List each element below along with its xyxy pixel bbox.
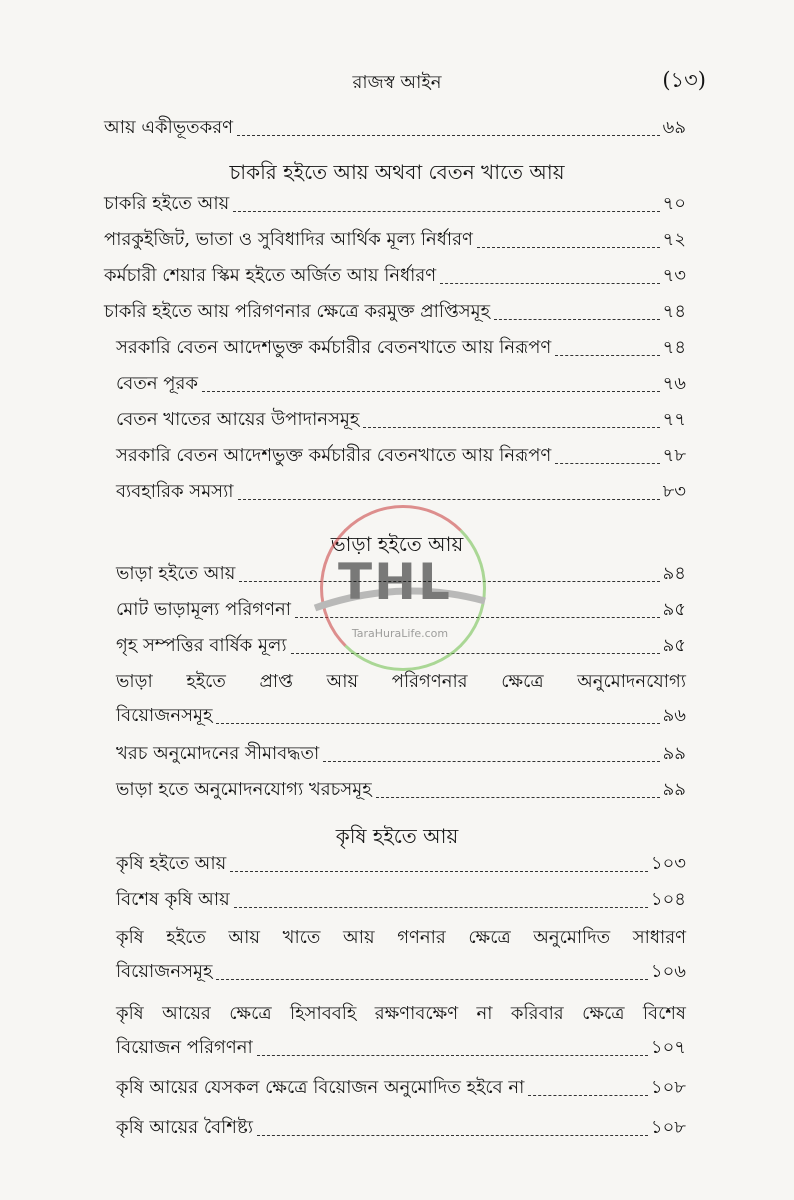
toc-entry-label: বিয়োজনসমূহ [116,961,213,982]
word: হইতে [186,671,226,692]
toc-entry[interactable] [116,334,686,364]
toc-entry-page: ৯৫ [662,635,686,656]
dot-leader [230,871,648,872]
word: হিসাববহি [290,1003,357,1024]
toc-entry-page: ৭৭ [662,409,686,430]
toc-entry[interactable] [104,114,686,144]
dot-leader [257,1055,648,1056]
word: আয় [228,927,261,948]
toc-entry-page: ৯৯ [662,743,686,764]
toc-entry[interactable] [116,1114,686,1144]
toc-entry-page: ৭২ [662,229,686,250]
toc-entry-page: ৯৯ [662,779,686,800]
toc-entry-label: সরকারি বেতন আদেশভুক্ত কর্মচারীর বেতনখাতে আয় নিরূপণ [116,337,552,358]
toc-entry-label: কৃষি আয়ের বৈশিষ্ট্য [116,1117,253,1138]
toc-entry-line2 [116,698,686,732]
toc-entry-line1 [116,1000,686,1030]
word: কৃষি [116,1003,144,1024]
toc-entry-label: ব্যবহারিক সমস্যা [116,481,234,502]
word: আয় [326,671,359,692]
toc-entry-page: ৯৫ [662,599,686,620]
toc-entry-page: ১০৬ [650,961,686,982]
toc-entry-page: ১০৭ [650,1037,686,1058]
toc-entry-label: চাকরি হইতে আয় পরিগণনার ক্ষেত্রে করমুক্ত প্রাপ্তিসমূহ [104,301,491,322]
page-header-title: রাজস্ব আইন [352,72,442,93]
word: ক্ষেত্রে [229,1003,272,1024]
toc-entry-page: ৭৪ [662,337,686,358]
section-heading-agriculture: কৃষি হইতে আয় [335,824,459,848]
toc-entry-label: বেতন খাতের আয়ের উপাদানসমূহ [116,409,360,430]
dot-leader [494,319,659,320]
word: পরিগণনার [391,671,468,692]
word: কৃষি [116,927,144,948]
toc-entry-page: ১০৮ [650,1077,686,1098]
dot-leader [216,979,647,980]
toc-entry[interactable] [116,370,686,400]
dot-leader [238,499,660,500]
dot-leader [234,907,648,908]
dot-leader [555,463,659,464]
watermark-logo [300,505,500,675]
toc-entry[interactable] [116,740,686,770]
watermark-logo-text: THL [338,553,452,611]
toc-entry-page: ৭৪ [662,301,686,322]
toc-entry-label: বিশেষ কৃষি আয় [116,889,230,910]
word: অনুমোদনযোগ্য [577,671,686,692]
toc-entry[interactable] [104,298,686,328]
toc-entry-page: ৭০ [662,193,686,214]
toc-entry-label: কৃষি আয়ের যেসকল ক্ষেত্রে বিয়োজন অনুমোদিত হইবে না [116,1077,525,1098]
toc-entry-label: চাকরি হইতে আয় [104,193,230,214]
word: হইতে [166,927,206,948]
watermark-site-text: TaraHuraLife.com [351,627,449,640]
toc-entry-page: ৭৮ [662,445,686,466]
toc-entry-label: গৃহ সম্পত্তির বার্ষিক মূল্য [116,635,287,656]
toc-entry-page: ৯৪ [662,563,686,584]
dot-leader [363,427,659,428]
word: খাতে [282,927,321,948]
word: আয়ের [162,1003,211,1024]
toc-entry-line2 [116,1030,686,1064]
dot-leader [216,723,659,724]
dot-leader [323,761,659,762]
toc-entry-label: সরকারি বেতন আদেশভুক্ত কর্মচারীর বেতনখাতে আয় নিরূপণ [116,445,552,466]
toc-entry-page: ৭৩ [662,265,686,286]
toc-entry-label: আয় একীভূতকরণ [104,117,234,138]
toc-entry[interactable] [104,190,686,220]
toc-entry-label: ভাড়া হতে অনুমোদনযোগ্য খরচসমূহ [116,779,372,800]
toc-entry-label: ভাড়া হইতে আয় [116,563,236,584]
toc-entry-page: ৬৯ [662,117,686,138]
dot-leader [440,283,659,284]
toc-entry-page: ৮৩ [662,481,686,502]
toc-entry-multiline[interactable] [116,1000,686,1064]
word: আয় [343,927,375,948]
word: ক্ষেত্রে [468,927,511,948]
toc-entry-page: ১০৩ [650,853,686,874]
section-heading-salary: চাকরি হইতে আয় অথবা বেতন খাতে আয় [229,160,565,184]
toc-entry[interactable] [116,886,686,916]
toc-entry-label: কর্মচারী শেয়ার স্কিম হইতে অর্জিত আয় নির্ধারণ [104,265,437,286]
dot-leader [477,247,660,248]
toc-entry-page: ৭৬ [662,373,686,394]
toc-entry[interactable] [116,442,686,472]
toc-entry[interactable] [104,226,686,256]
dot-leader [233,211,659,212]
toc-entry-label: মোট ভাড়ামূল্য পরিগণনা [116,599,292,620]
word: না [476,1003,493,1024]
dot-leader [528,1095,648,1096]
toc-entry-page: ১০৪ [650,889,686,910]
word: অনুমোদিত [533,927,611,948]
toc-entry-page: ১০৮ [650,1117,686,1138]
dot-leader [257,1135,648,1136]
word: ভাড়া [116,671,153,692]
word: ক্ষেত্রে [582,1003,625,1024]
dot-leader [237,135,660,136]
word: করিবার [510,1003,564,1024]
toc-entry-label: পারকুইজিট, ভাতা ও সুবিধাদির আর্থিক মূল্য নির্ধারণ [104,229,473,250]
toc-entry-label: বিয়োজন পরিগণনা [116,1037,253,1058]
toc-entry-line1 [116,924,686,954]
toc-entry-line2 [116,954,686,988]
toc-entry-page: ৯৬ [662,705,686,726]
word: সাধারণ [632,927,686,948]
page-number: (১৩) [662,68,706,92]
section-heading-rent: ভাড়া হইতে আয় [330,532,464,556]
dot-leader [376,797,660,798]
word: রক্ষণাবক্ষেণ [374,1003,459,1024]
dot-leader [555,355,659,356]
toc-entry[interactable] [116,478,686,508]
toc-entry[interactable] [104,262,686,292]
toc-entry-multiline[interactable] [116,668,686,732]
dot-leader [202,391,660,392]
toc-entry[interactable] [116,850,686,880]
toc-entry-multiline[interactable] [116,924,686,988]
word: প্রাপ্ত [259,671,293,692]
word: ক্ষেত্রে [501,671,544,692]
toc-entry[interactable] [116,776,686,806]
word: গণনার [397,927,446,948]
toc-entry[interactable] [116,406,686,436]
toc-entry-label: খরচ অনুমোদনের সীমাবদ্ধতা [116,743,320,764]
toc-entry-label: বিয়োজনসমূহ [116,705,213,726]
word: বিশেষ [642,1003,686,1024]
toc-entry-label: বেতন পূরক [116,373,199,394]
toc-entry-label: কৃষি হইতে আয় [116,853,227,874]
toc-entry[interactable] [116,1074,686,1104]
